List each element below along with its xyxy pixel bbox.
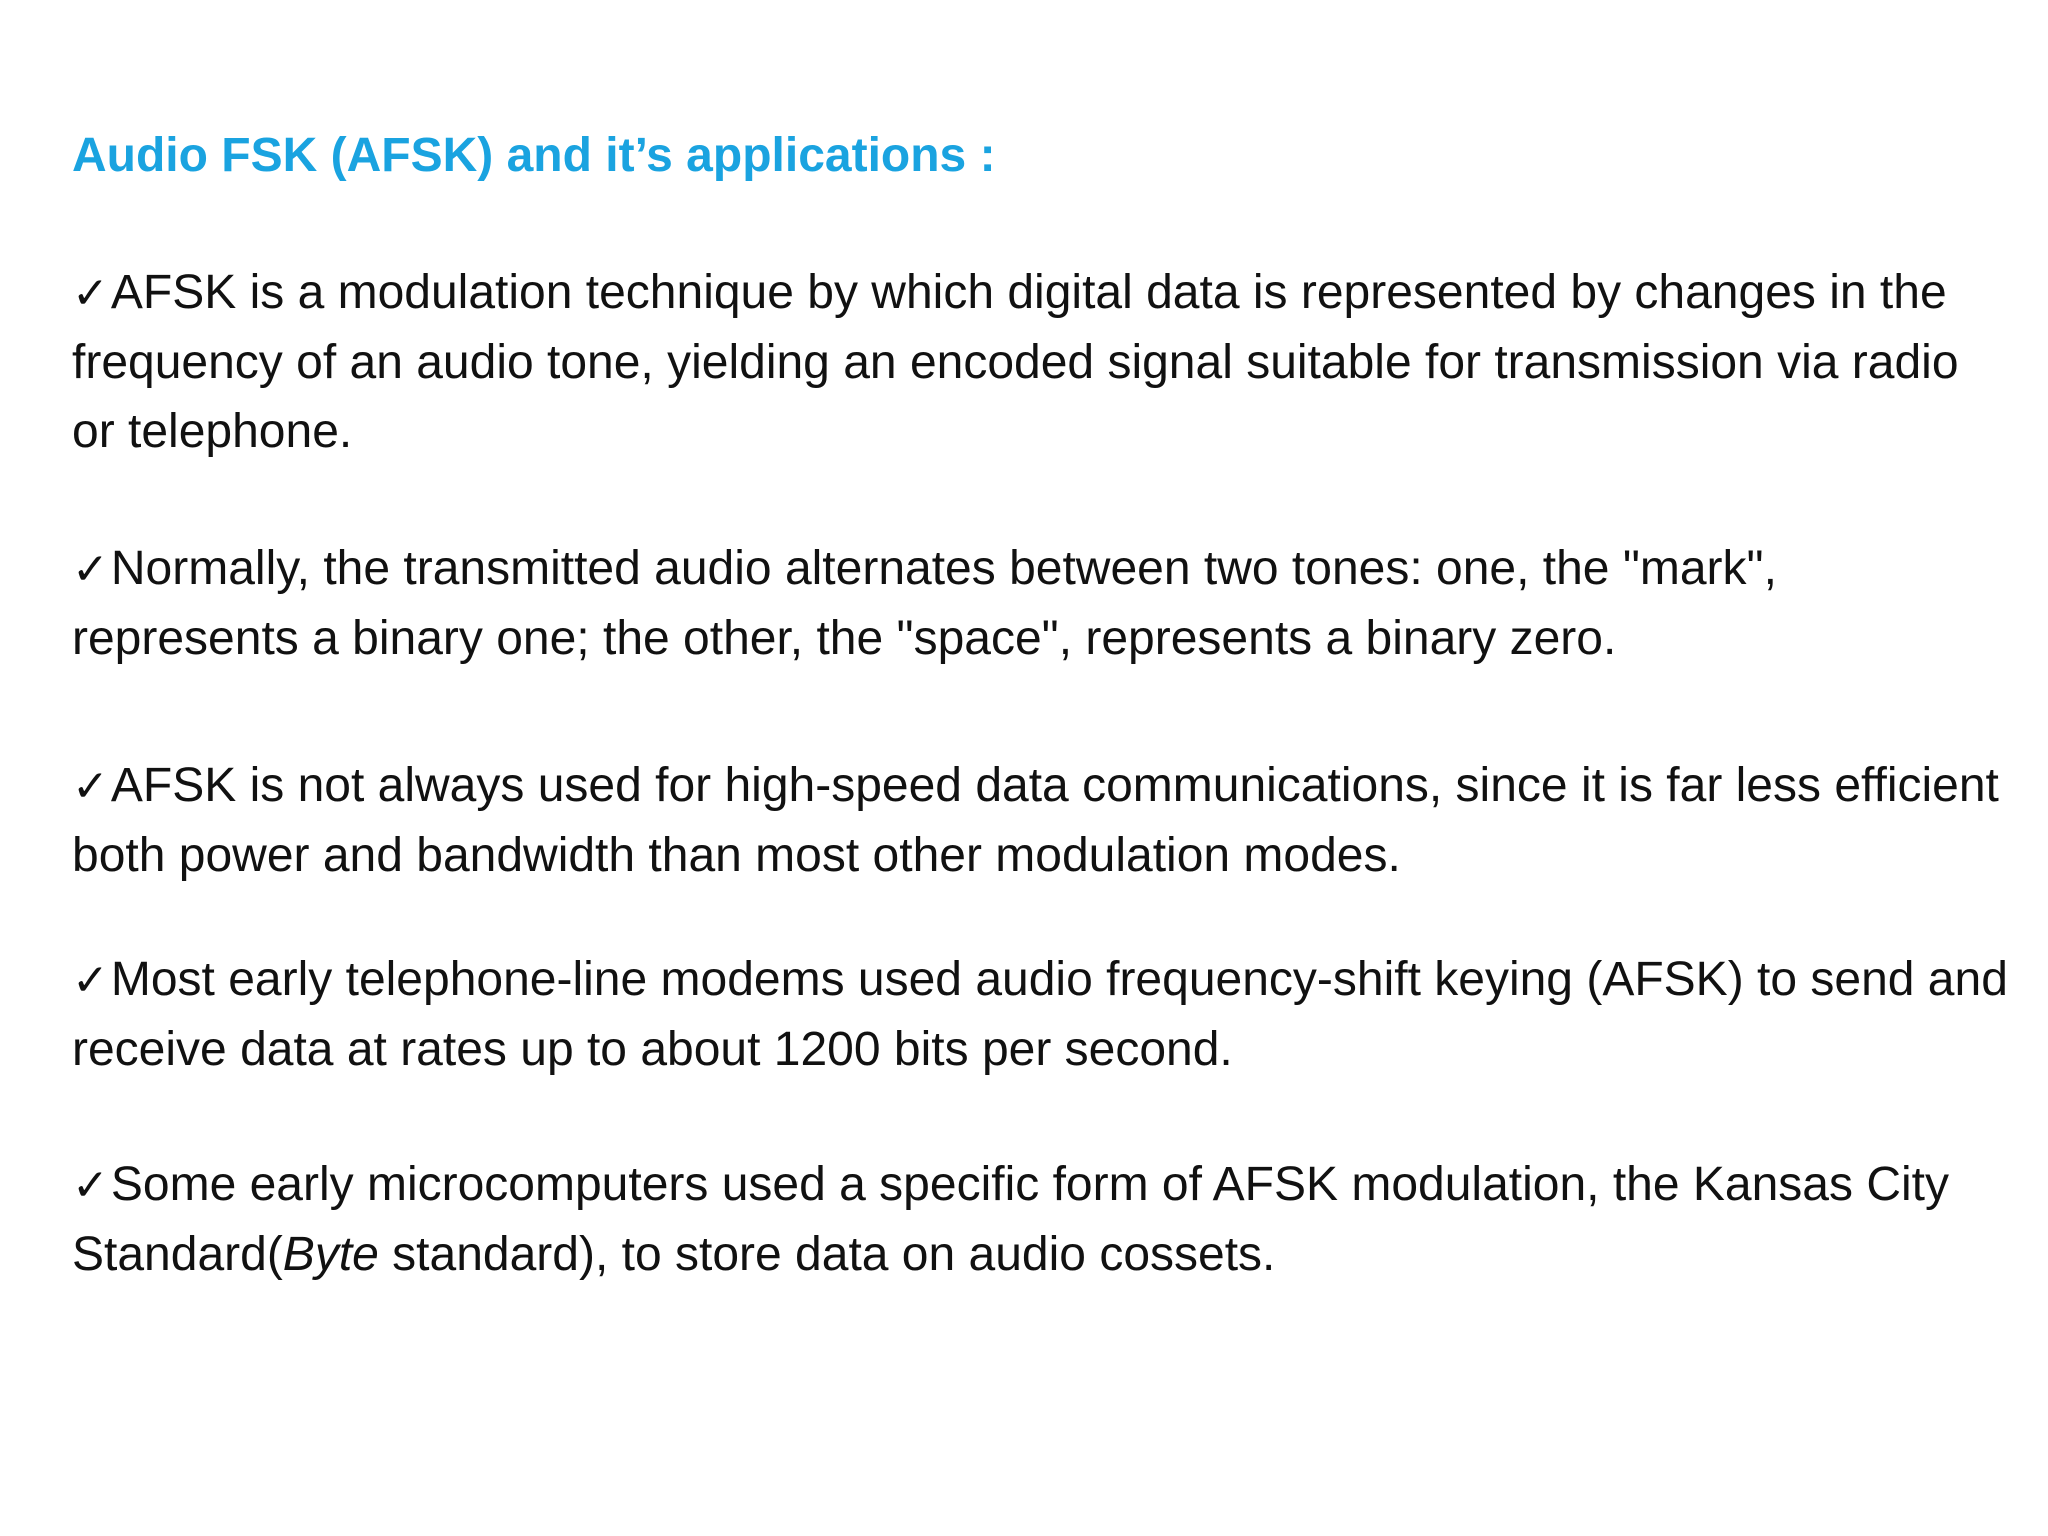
bullet-item [72,945,2012,1084]
checkmark-icon: ✓ [72,268,109,319]
bullet-text: Most early telephone-line modems used audio frequency-shift keying (AFSK) to send and receive data at rates up to about 1200 bits per second. [72,953,2008,1076]
bullet-text: AFSK is not always used for high-speed data communications, since it is far less efficient both power and bandwidth than most other modulation modes. [72,759,1999,882]
bullet-text: Normally, the transmitted audio alternates between two tones: one, the "mark", represents a binary one; the other, the "space", represents a binary zero. [72,542,1777,665]
bullet-text: AFSK is a modulation technique by which digital data is represented by changes in the frequency of an audio tone, yielding an encoded signal suitable for transmission via radio or telephone. [72,266,1959,458]
bullet-text-italic: Byte [282,1228,379,1281]
checkmark-icon: ✓ [72,544,109,595]
bullet-item [72,534,2012,673]
bullet-text-before: Some early microcomputers used a specific form of AFSK modulation, the Kansas City Standard( [72,1158,1949,1281]
checkmark-icon: ✓ [72,955,109,1006]
bullet-item [72,751,2012,890]
checkmark-icon: ✓ [72,761,109,812]
bullet-item [72,258,2012,466]
checkmark-icon: ✓ [72,1160,109,1211]
slide-title: Audio FSK (AFSK) and it’s applications : [72,129,996,182]
bullet-item [72,1150,2012,1289]
bullet-text-after: standard), to store data on audio cossets. [378,1228,1276,1281]
